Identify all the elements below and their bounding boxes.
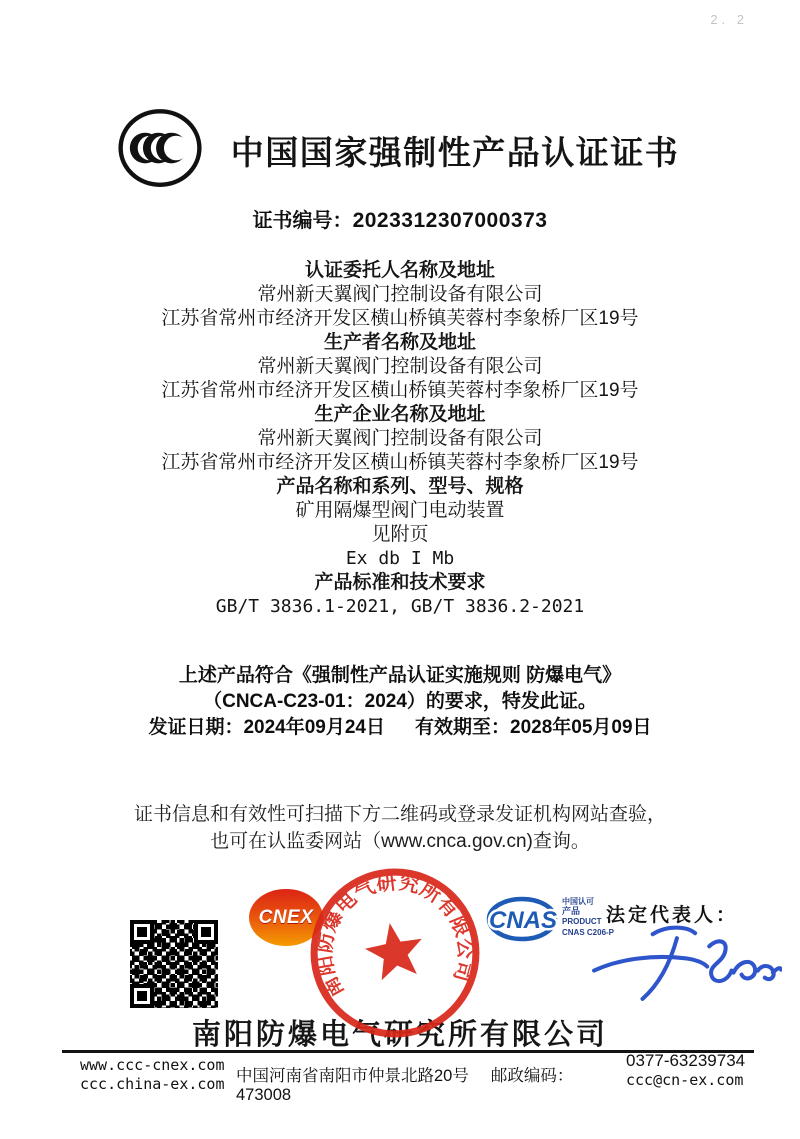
cnex-logo-label: CNEX [258,906,314,928]
standards-value: GB/T 3836.1-2021, GB/T 3836.2-2021 [215,596,585,617]
footer-websites [80,1056,225,1094]
product-ex-marking: Ex db I Mb [345,548,455,569]
statement-dates-line [0,715,800,741]
applicant-address: 江苏省常州市经济开发区横山桥镇芙蓉村李象桥厂区19号 [161,308,639,329]
product-name: 矿用隔爆型阀门电动装置 [295,500,505,521]
certificate-number-label: 证书编号： [252,210,353,232]
footer-postal-code: 473008 [236,1086,292,1104]
section-heading-standards: 产品标准和技术要求 [314,572,486,593]
cnas-logo-label: CNAS [489,907,558,934]
cnas-side-text-4: CNAS C206-P [562,928,615,937]
conformity-statement [0,663,800,741]
certificate-title: 中国国家强制性产品认证证书 [230,134,680,171]
factory-name: 常州新天翼阀门控制设备有限公司 [257,428,543,449]
section-heading-applicant: 认证委托人名称及地址 [304,260,495,281]
stamp-star-icon [365,923,422,980]
producer-name: 常州新天翼阀门控制设备有限公司 [257,356,543,377]
legal-representative-signature [590,920,782,1006]
section-heading-producer: 生产者名称及地址 [323,332,476,353]
footer-website-1: www.ccc-cnex.com [80,1056,225,1074]
producer-address: 江苏省常州市经济开发区横山桥镇芙蓉村李象桥厂区19号 [161,380,639,401]
legal-representative-label: 法定代表人： [606,905,739,926]
statement-line-2: （CNCA-C23-01：2024）的要求，特发此证。 [203,691,597,712]
statement-line-1: 上述产品符合《强制性产品认证实施规则 防爆电气》 [178,665,622,686]
footer-website-2: ccc.china-ex.com [80,1075,225,1093]
red-company-stamp-icon [306,864,484,1042]
qr-pattern [130,920,218,1008]
footer-email: ccc@cn-ex.com [626,1071,744,1089]
applicant-name: 常州新天翼阀门控制设备有限公司 [257,284,543,305]
notice-line-2: 也可在认监委网站（www.cnca.gov.cn)查询。 [210,831,590,852]
stamp-company-text: 南阳防爆电气研究所有限公司 [313,871,477,1001]
footer-address-block [236,1062,626,1105]
section-heading-factory: 生产企业名称及地址 [314,404,486,425]
product-see-attachment: 见附页 [371,524,429,545]
footer-address: 中国河南省南阳市仲景北路20号 [236,1067,469,1085]
qr-finder-bottom-left [130,984,154,1008]
qr-finder-top-left [130,920,154,944]
verification-notice [0,801,800,855]
cnas-side-text-2: 产品 [562,906,581,916]
cnas-side-text-1: 中国认可 [562,897,594,906]
footer-contact-block [626,1051,745,1090]
scan-corner-mark: 2. 2 [710,12,748,27]
qr-finder-top-right [194,920,218,944]
valid-until-value: 2028年05月09日 [510,717,652,738]
factory-address: 江苏省常州市经济开发区横山桥镇芙蓉村李象桥厂区19号 [161,452,639,473]
qr-code [127,917,221,1011]
certificate-number-line [0,204,800,233]
section-heading-product: 产品名称和系列、型号、规格 [276,476,524,497]
footer-phone: 0377-63239734 [626,1051,746,1070]
issuer-company-name: 南阳防爆电气研究所有限公司 [191,1019,608,1051]
valid-until-label: 有效期至： [415,717,511,738]
cnas-side-text-3: PRODUCT [562,917,602,926]
certificate-body [0,259,800,619]
notice-line-1: 证书信息和有效性可扫描下方二维码或登录发证机构网站查验， [133,804,666,825]
certificate-number-value: 2023312307000373 [352,209,548,232]
footer-postal-label: 邮政编码： [490,1067,574,1085]
ccc-certification-mark-icon [116,106,204,190]
issue-date-value: 2024年09月24日 [243,717,385,738]
issue-date-label: 发证日期： [148,717,244,738]
